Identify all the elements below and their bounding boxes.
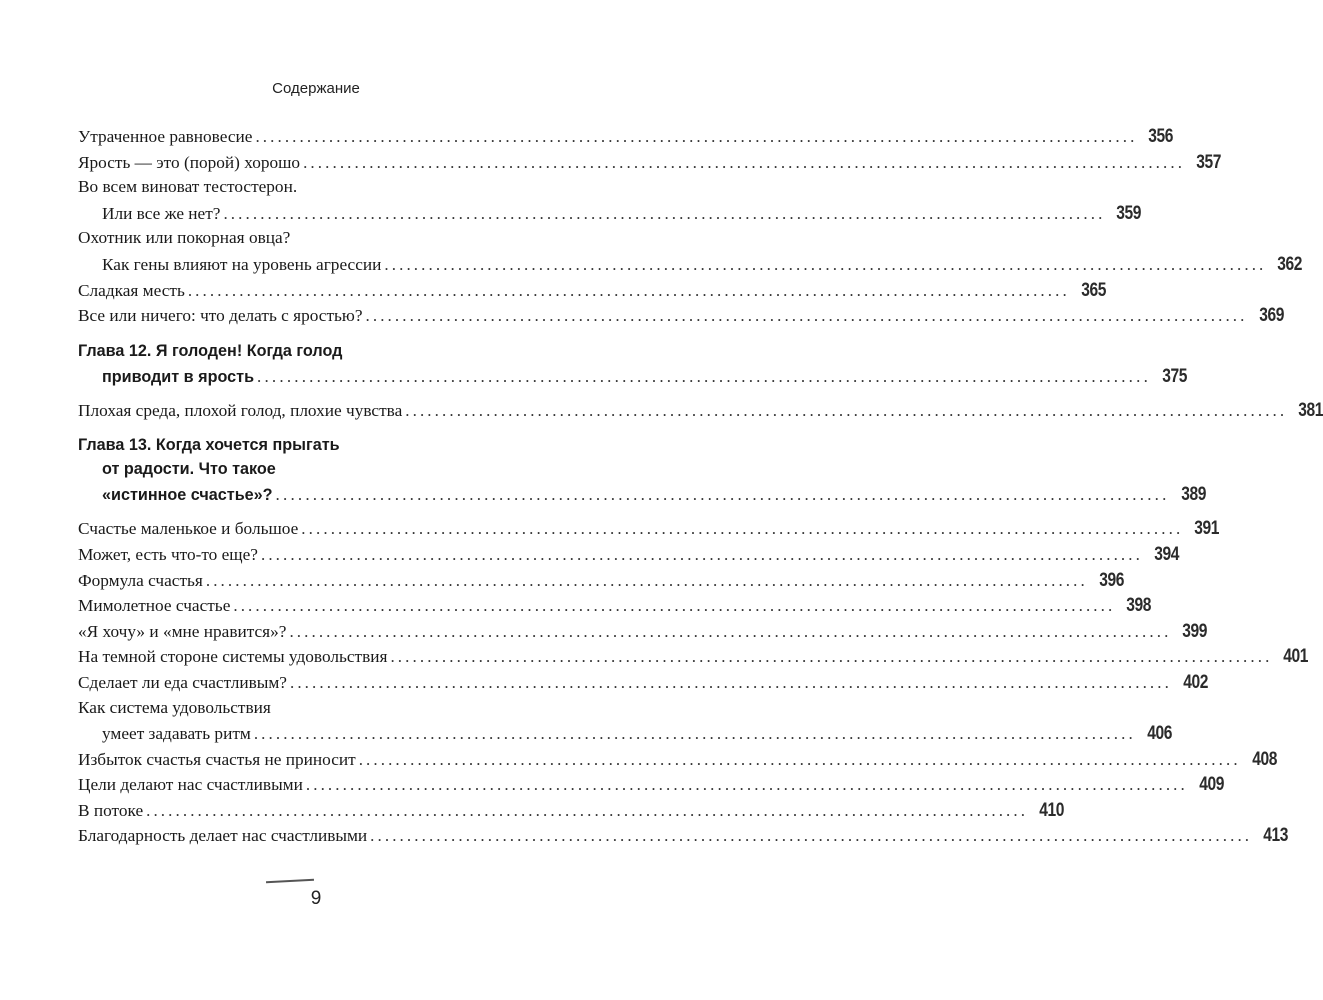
toc-entry-line	[78, 569, 1124, 596]
toc-entry[interactable]	[78, 518, 1220, 544]
toc-entry-title: Избыток счастья счастья не приносит	[78, 749, 356, 769]
toc-page-number: 406	[1147, 723, 1172, 745]
running-header: Содержание	[272, 80, 360, 97]
toc-page-number: 362	[1277, 253, 1303, 275]
toc-entry-line	[78, 460, 502, 484]
toc-chapter-entry[interactable]	[78, 436, 1206, 508]
dot-leader: ........................................................................................................................	[257, 366, 1152, 386]
toc-entry-line	[78, 595, 1152, 621]
toc-entry-line	[78, 177, 502, 203]
footer-rule	[266, 879, 314, 884]
toc-entry[interactable]	[78, 228, 1303, 279]
toc-entry-title: Может, есть что-то еще?	[78, 544, 258, 564]
toc-entry[interactable]	[78, 177, 1142, 228]
toc-entry-line	[78, 436, 502, 460]
toc-entry-title: Охотник или покорная овца?	[78, 228, 291, 248]
page-number: 9	[310, 888, 322, 909]
toc-page-number: 389	[1180, 484, 1206, 506]
toc-entry[interactable]	[78, 646, 1309, 672]
toc-page-number: 391	[1194, 518, 1220, 540]
toc-page-number: 356	[1148, 126, 1174, 147]
toc-entry-title: Мимолетное счастье	[78, 596, 231, 616]
toc-page-number: 396	[1099, 569, 1124, 591]
dot-leader: ........................................................................................................................	[289, 672, 1172, 692]
toc-entry[interactable]	[78, 825, 1289, 851]
toc-entry-line	[78, 399, 1323, 426]
toc-entry-title: «Я хочу» и «мне нравится»?	[78, 621, 287, 641]
toc-entry-title: Сладкая месть	[78, 280, 185, 300]
toc-entry[interactable]	[78, 126, 1174, 152]
toc-page-number: 394	[1154, 543, 1179, 565]
toc-entry-title: умеет задавать ритм	[102, 724, 251, 744]
toc-entry-title: Все или ничего: что делать с яростью?	[78, 306, 363, 326]
toc-entry-title: Сделает ли еда счастливым?	[78, 672, 287, 692]
dot-leader: ........................................................................................................................	[303, 152, 1186, 172]
toc-page-number: 359	[1116, 202, 1142, 224]
toc-entry-line	[78, 484, 1206, 508]
dot-leader: ........................................................................................................................	[305, 775, 1188, 795]
toc-entry-title: Глава 13. Когда хочется прыгать	[78, 436, 340, 455]
toc-entry-title: Ярость — это (порой) хорошо	[78, 152, 301, 172]
toc-entry-line	[78, 825, 1289, 851]
toc-entry[interactable]	[78, 774, 1224, 800]
toc-entry-line	[78, 698, 502, 724]
toc-entry-title: Или все же нет?	[102, 203, 221, 223]
toc-entry-line	[78, 723, 1172, 749]
toc-page-number: 410	[1039, 799, 1065, 821]
toc-page-number: 413	[1263, 825, 1289, 847]
toc-page-number: 375	[1162, 365, 1188, 387]
toc-page-number: 357	[1196, 151, 1222, 173]
toc-entry-line	[78, 305, 1284, 331]
toc-entry-title: «истинное счастье»?	[102, 486, 273, 505]
dot-leader: ........................................................................................................................	[365, 306, 1248, 326]
dot-leader: ........................................................................................................................	[405, 400, 1288, 420]
dot-leader: ........................................................................................................................	[146, 800, 1029, 820]
dot-leader: ........................................................................................................................	[255, 127, 1138, 146]
toc-entry-title: от радости. Что такое	[102, 460, 276, 479]
toc-entry-line	[78, 774, 1224, 800]
toc-entry-line	[78, 543, 1179, 570]
toc-entry-line	[78, 748, 1277, 775]
dot-leader: ........................................................................................................................	[260, 544, 1143, 564]
toc-page-number: 401	[1283, 646, 1309, 668]
dot-leader: ........................................................................................................................	[390, 647, 1273, 667]
dot-leader: ........................................................................................................................	[289, 621, 1172, 641]
toc-entry-title: Формула счастья	[78, 570, 203, 590]
toc-entry[interactable]	[78, 569, 1124, 596]
toc-entry-title: Счастье маленькое и большое	[78, 519, 299, 539]
toc-page-number: 369	[1258, 305, 1284, 327]
toc-entry-title: Плохая среда, плохой голод, плохие чувства	[78, 400, 403, 420]
toc-entry[interactable]	[78, 399, 1323, 426]
toc-entry[interactable]	[78, 697, 1172, 749]
dot-leader: ........................................................................................................................	[384, 254, 1267, 274]
toc-entry-line	[78, 365, 1188, 390]
toc-entry[interactable]	[78, 620, 1208, 647]
dot-leader: ........................................................................................................................	[233, 596, 1116, 616]
toc-entry-title: Утраченное равновесие	[78, 127, 253, 146]
dot-leader: ........................................................................................................................	[275, 485, 1170, 505]
toc-page-number: 398	[1126, 595, 1152, 617]
toc-entry-line	[78, 151, 1222, 178]
toc-entry-line	[78, 253, 1303, 280]
toc-page-number: 381	[1298, 399, 1323, 421]
dot-leader: ........................................................................................................................	[205, 570, 1088, 590]
toc-page-number: 399	[1182, 620, 1208, 642]
dot-leader: ........................................................................................................................	[223, 203, 1106, 223]
toc-entry-line	[78, 799, 1065, 826]
toc-chapter-entry[interactable]	[78, 341, 1188, 390]
toc-entry-title: В потоке	[78, 800, 144, 820]
dot-leader: ........................................................................................................................	[187, 280, 1070, 300]
toc-entry-title: приводит в ярость	[102, 367, 255, 386]
dot-leader: ........................................................................................................................	[301, 519, 1184, 539]
toc-entry-line	[78, 126, 1174, 152]
toc-entry[interactable]	[78, 543, 1179, 570]
dot-leader: ........................................................................................................................	[253, 724, 1136, 744]
toc-entry-line	[78, 342, 502, 366]
toc-page-number: 365	[1081, 279, 1106, 301]
toc-entry[interactable]	[78, 279, 1106, 306]
toc-entry-line	[78, 646, 1309, 672]
toc-entry-line	[78, 202, 1142, 229]
table-of-contents	[78, 126, 1323, 851]
toc-entry-line	[78, 279, 1106, 306]
toc-entry-title: Как система удовольствия	[78, 697, 271, 717]
toc-page-number: 409	[1199, 774, 1224, 796]
toc-entry[interactable]	[78, 151, 1222, 178]
dot-leader: ........................................................................................................................	[370, 826, 1253, 846]
toc-entry[interactable]	[78, 595, 1152, 621]
toc-entry-line	[78, 620, 1208, 647]
dot-leader: ........................................................................................................................	[358, 749, 1241, 769]
toc-entry-title: Во всем виноват тестостерон.	[78, 177, 298, 197]
toc-page-number: 408	[1251, 748, 1277, 770]
toc-entry-line	[78, 518, 1220, 544]
toc-entry-line	[78, 228, 502, 254]
toc-entry-title: Цели делают нас счастливыми	[78, 775, 303, 795]
toc-entry[interactable]	[78, 305, 1284, 331]
toc-entry[interactable]	[78, 748, 1277, 775]
toc-entry-title: Как гены влияют на уровень агрессии	[102, 254, 382, 274]
toc-page-number: 402	[1183, 671, 1208, 693]
toc-entry-title: Благодарность делает нас счастливыми	[78, 826, 368, 846]
toc-entry-line	[78, 671, 1208, 698]
toc-entry-title: Глава 12. Я голоден! Когда голод	[78, 341, 343, 360]
toc-entry-title: На темной стороне системы удовольствия	[78, 647, 388, 667]
toc-entry[interactable]	[78, 671, 1208, 698]
toc-entry[interactable]	[78, 799, 1065, 826]
